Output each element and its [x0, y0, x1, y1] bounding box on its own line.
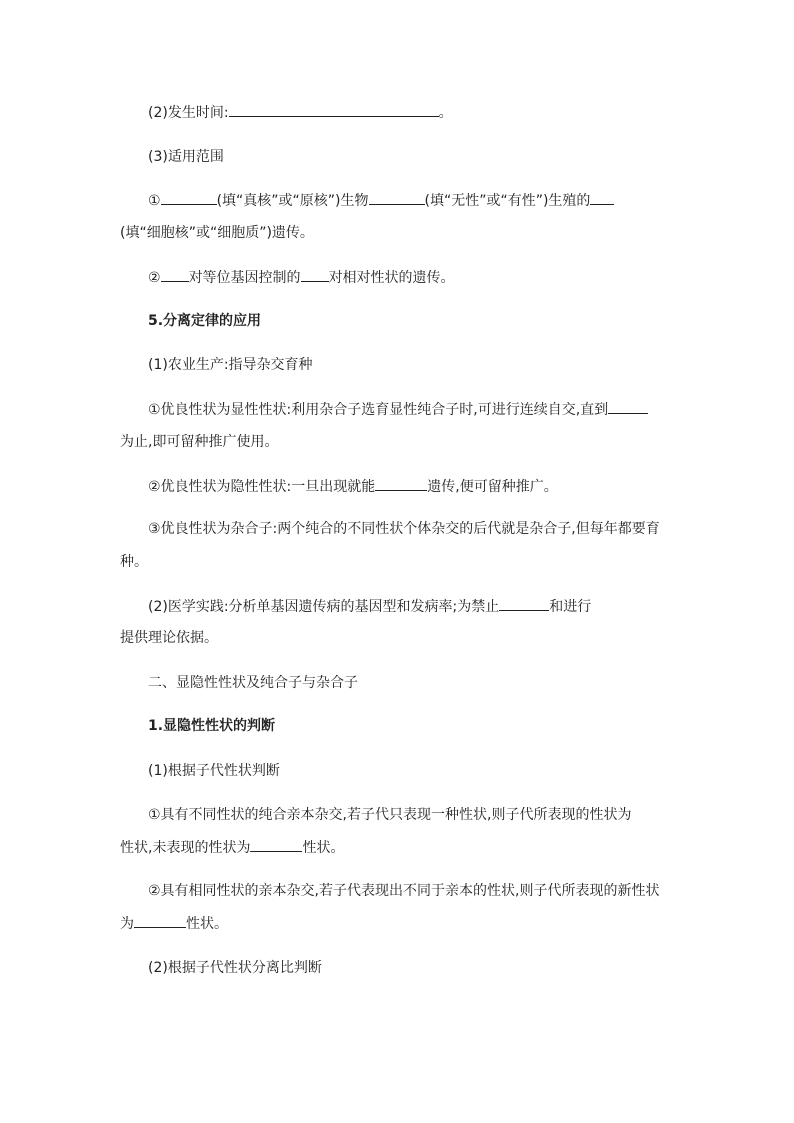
fill-blank[interactable]: [229, 102, 439, 117]
text-line: [120, 432, 680, 452]
text-segment: 提供理论依据。: [120, 630, 218, 646]
fill-blank[interactable]: [161, 267, 189, 282]
fill-blank[interactable]: [608, 399, 648, 414]
text-segment: (填“无性”或“有性”)生殖的: [424, 193, 591, 209]
text-line: [148, 355, 708, 375]
text-segment: 为止,即可留种推广使用。: [120, 434, 279, 450]
text-segment: ③优良性状为杂合子:两个纯合的不同性状个体杂交的后代就是杂合子,但每年都要育: [148, 521, 660, 537]
text-segment: (1)根据子代性状判断: [148, 763, 280, 779]
fill-blank[interactable]: [375, 476, 427, 491]
text-line: [148, 147, 708, 167]
text-segment: ②具有相同性状的亲本杂交,若子代表现出不同于亲本的性状,则子代所表现的新性状: [148, 883, 660, 899]
text-line: [148, 519, 708, 539]
text-line: [120, 837, 680, 858]
text-segment: 对相对性状的遗传。: [328, 270, 455, 286]
text-segment: 1.显隐性性状的判断: [148, 718, 276, 734]
text-segment: ②优良性状为隐性性状:一旦出现就能: [148, 479, 376, 495]
text-segment: 二、显隐性性状及纯合子与杂合子: [148, 675, 358, 691]
text-line: [148, 596, 708, 617]
fill-blank[interactable]: [590, 190, 614, 205]
text-segment: 和进行: [549, 599, 592, 615]
text-line: [120, 913, 680, 934]
fill-blank[interactable]: [499, 596, 549, 611]
section-heading: [148, 673, 708, 693]
text-segment: 性状,未表现的性状为: [120, 840, 251, 856]
section-heading: [148, 311, 708, 331]
text-line: [148, 761, 708, 781]
text-segment: (2)医学实践:分析单基因遗传病的基因型和发病率;为禁止: [148, 599, 500, 615]
text-line: [148, 267, 708, 288]
text-segment: 对等位基因控制的: [188, 270, 301, 286]
text-line: [120, 223, 680, 243]
text-line: [148, 399, 708, 420]
text-line: [148, 190, 708, 211]
fill-blank[interactable]: [161, 190, 217, 205]
text-segment: 5.分离定律的应用: [148, 313, 262, 329]
text-segment: (1)农业生产:指导杂交育种: [148, 357, 313, 373]
fill-blank[interactable]: [250, 837, 302, 852]
fill-blank[interactable]: [301, 267, 329, 282]
text-segment: ②: [148, 270, 161, 286]
text-segment: 为: [120, 916, 134, 932]
text-segment: 遗传,便可留种推广。: [427, 479, 558, 495]
text-segment: 性状。: [302, 840, 345, 856]
text-segment: (3)适用范围: [148, 149, 224, 165]
text-line: [120, 552, 680, 572]
text-segment: 。: [438, 105, 453, 121]
text-segment: ①优良性状为显性性状:利用杂合子选育显性纯合子时,可进行连续自交,直到: [148, 402, 609, 418]
text-line: [148, 476, 708, 497]
text-line: [148, 102, 708, 123]
text-segment: (2)根据子代性状分离比判断: [148, 960, 322, 976]
text-segment: ①具有不同性状的纯合亲本杂交,若子代只表现一种性状,则子代所表现的性状为: [148, 807, 632, 823]
text-segment: (填“细胞核”或“细胞质”)遗传。: [120, 225, 314, 241]
text-segment: ①: [148, 193, 161, 209]
fill-blank[interactable]: [134, 913, 186, 928]
text-line: [148, 958, 708, 978]
text-segment: 性状。: [186, 916, 228, 932]
text-line: [148, 881, 708, 901]
fill-blank[interactable]: [369, 190, 425, 205]
text-line: [148, 805, 708, 825]
text-segment: 种。: [120, 554, 148, 570]
section-heading: [148, 716, 708, 736]
text-line: [120, 628, 680, 648]
text-segment: (2)发生时间:: [148, 105, 229, 121]
text-segment: (填“真核”或“原核”)生物: [216, 193, 369, 209]
